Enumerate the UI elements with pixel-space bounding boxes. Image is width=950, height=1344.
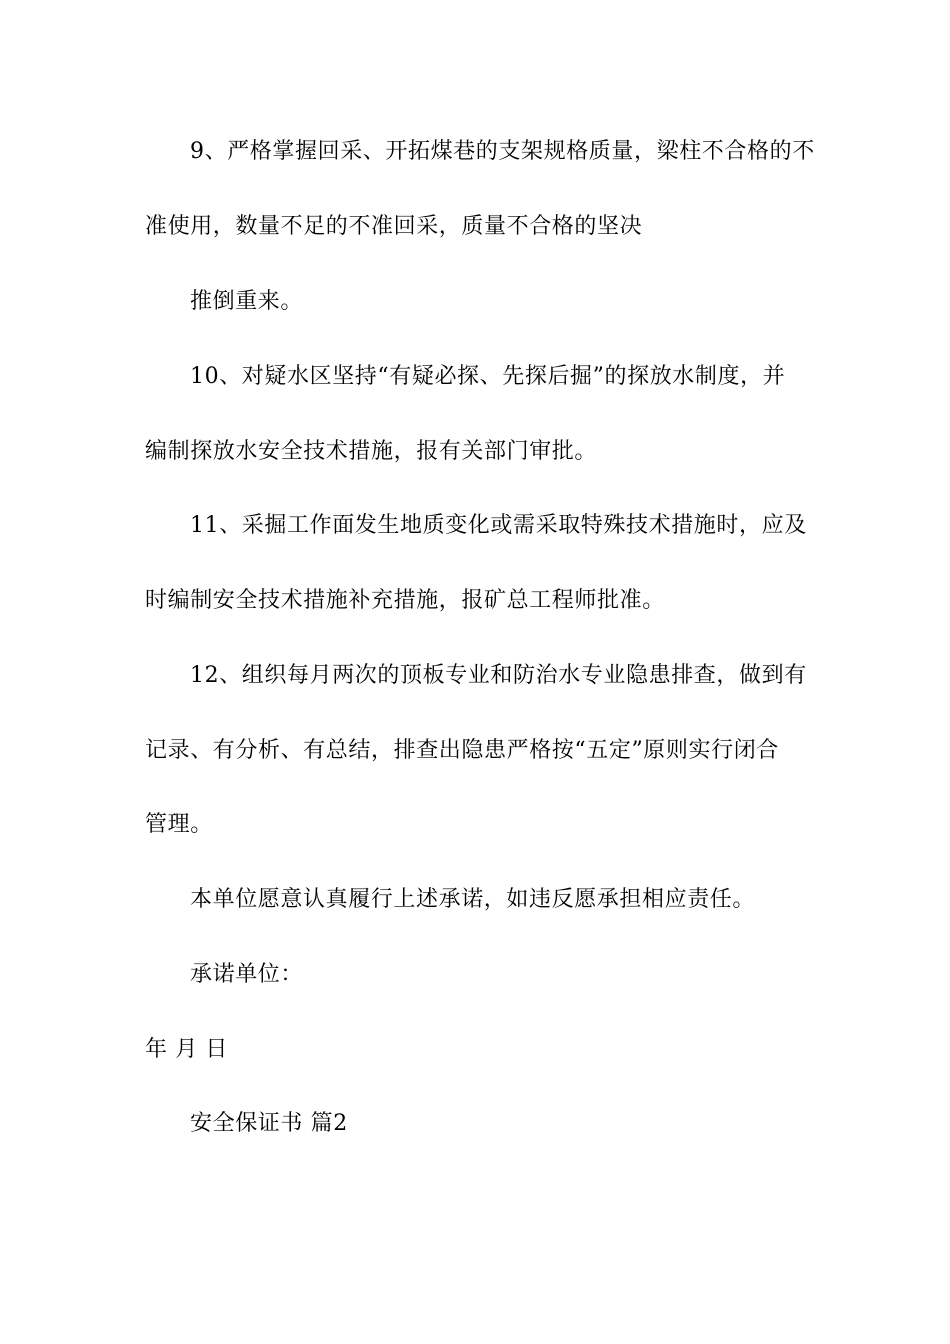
- item-9-line-3: 推倒重来。: [190, 289, 304, 314]
- section-heading: 安全保证书 篇2: [190, 1111, 348, 1136]
- item-12-line-3: 管理。: [145, 812, 213, 837]
- item-12-line-2: 记录、有分析、有总结，排查出隐患严格按“五定”原则实行闭合: [145, 738, 779, 763]
- item-9-line-2: 准使用，数量不足的不准回采，质量不合格的坚决: [145, 214, 643, 239]
- item-12-line-1: 12、组织每月两次的顶板专业和防治水专业隐患排查，做到有: [190, 663, 807, 688]
- date-line: 年 月 日: [145, 1037, 228, 1062]
- item-9-line-1: 9、严格掌握回采、开拓煤巷的支架规格质量，梁柱不合格的不: [190, 139, 815, 164]
- item-10-line-1: 10、对疑水区坚持“有疑必探、先探后掘”的探放水制度，并: [190, 364, 786, 389]
- committing-unit-label: 承诺单位：: [190, 962, 304, 987]
- item-11-line-2: 时编制安全技术措施补充措施，报矿总工程师批准。: [145, 588, 665, 613]
- item-10-line-2: 编制探放水安全技术措施，报有关部门审批。: [145, 439, 598, 464]
- item-11-line-1: 11、采掘工作面发生地质变化或需采取特殊技术措施时，应及: [190, 513, 807, 538]
- commitment-statement: 本单位愿意认真履行上述承诺，如违反愿承担相应责任。: [190, 887, 756, 912]
